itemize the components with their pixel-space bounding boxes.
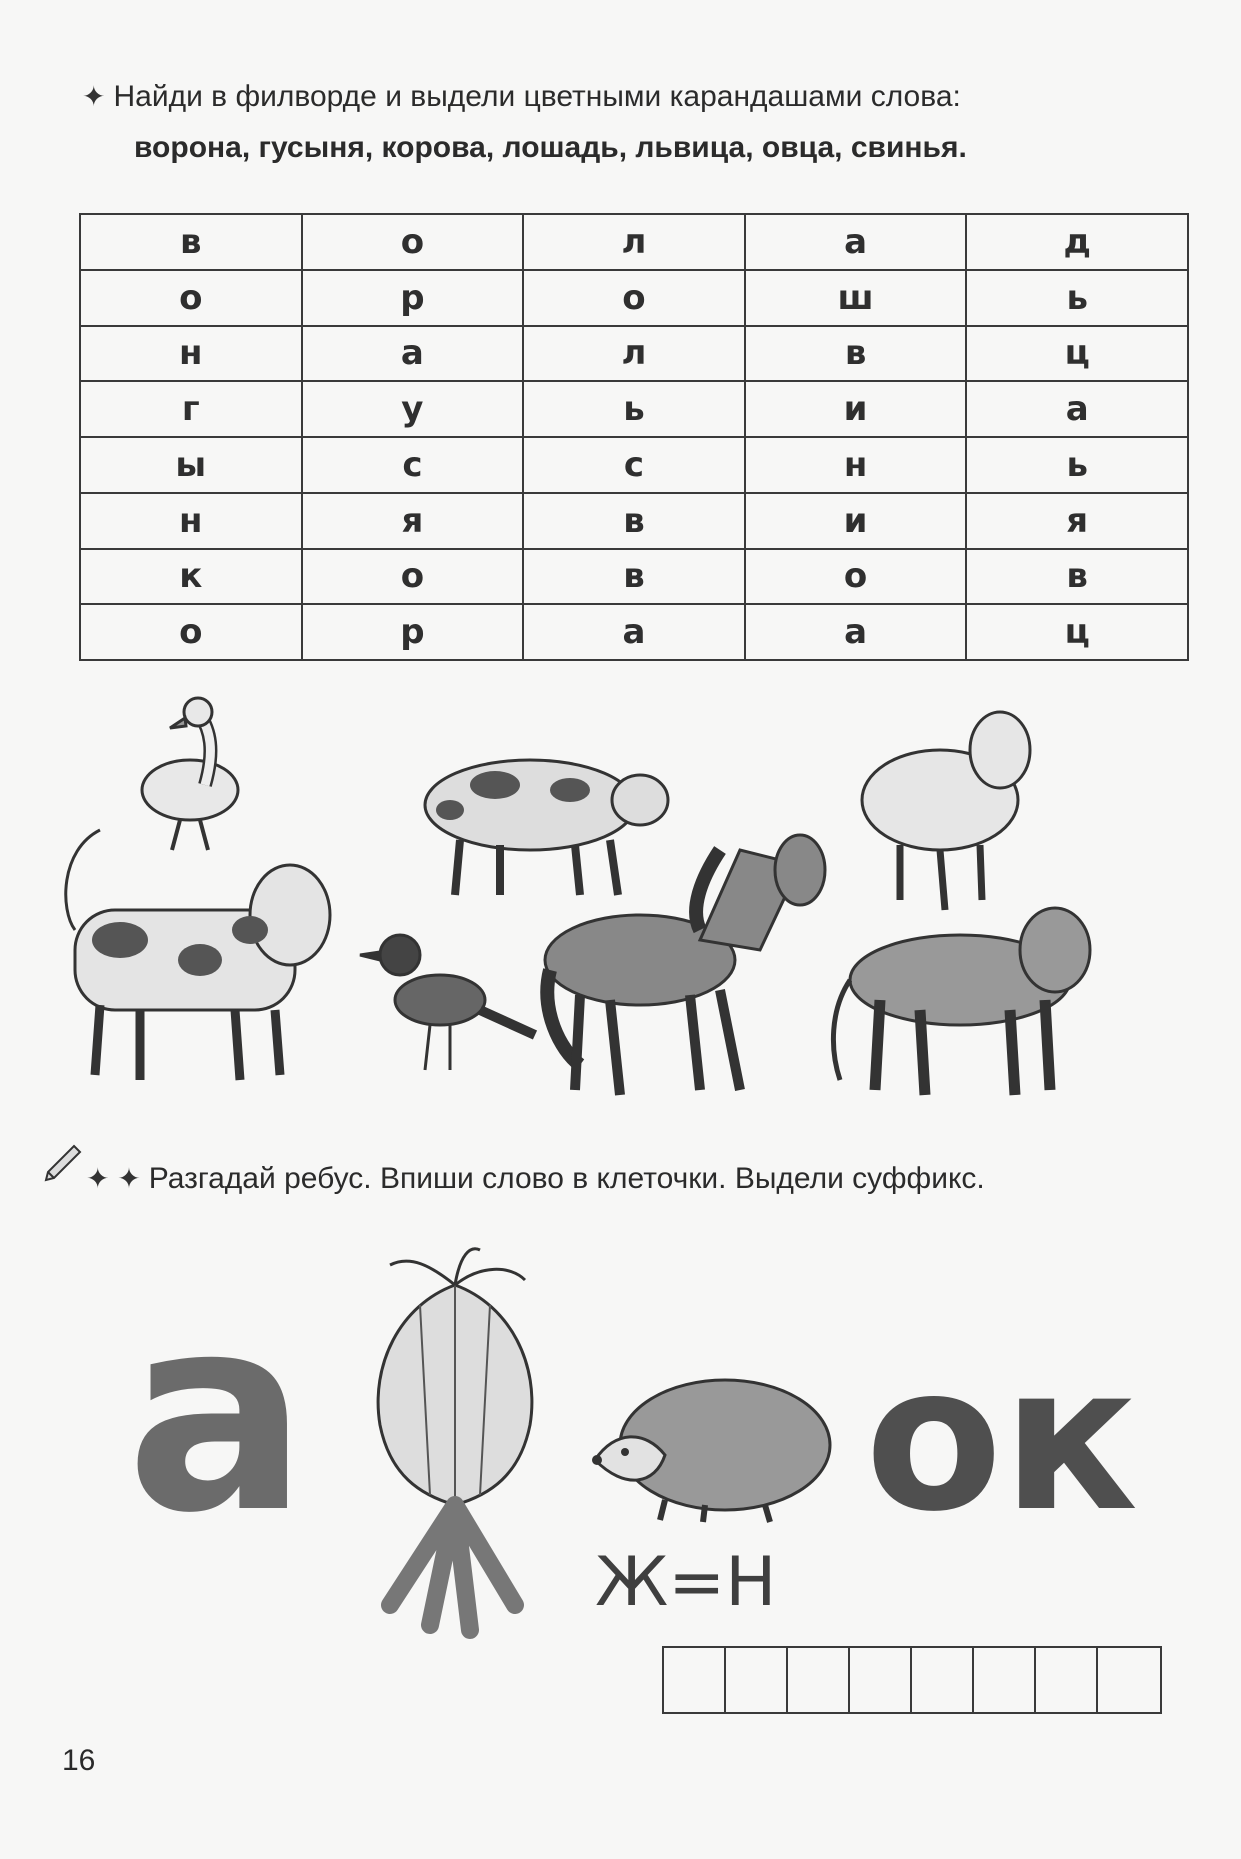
grid-cell[interactable]: о: [523, 270, 745, 326]
grid-cell[interactable]: а: [745, 604, 967, 660]
sheep-icon: [862, 712, 1030, 910]
wordsearch-grid: [79, 213, 1189, 661]
task2-instruction: Разгадай ребус. Впиши слово в клеточки. Выдели суффикс.: [148, 1162, 985, 1195]
answer-cell[interactable]: [726, 1648, 788, 1712]
grid-cell[interactable]: г: [80, 381, 302, 437]
horse-icon: [545, 835, 825, 1095]
grid-cell[interactable]: ц: [966, 604, 1188, 660]
answer-cell[interactable]: [850, 1648, 912, 1712]
grid-cell[interactable]: в: [966, 549, 1188, 605]
grid-cell[interactable]: н: [80, 326, 302, 382]
answer-cell[interactable]: [664, 1648, 726, 1712]
grid-row: [80, 549, 1188, 605]
grid-cell[interactable]: р: [302, 270, 524, 326]
grid-cell[interactable]: о: [302, 214, 524, 270]
rebus-rule: Ж=Н: [595, 1543, 777, 1622]
page-number: 16: [62, 1744, 96, 1777]
grid-cell[interactable]: н: [80, 493, 302, 549]
grid-cell[interactable]: о: [745, 549, 967, 605]
grid-cell[interactable]: в: [523, 493, 745, 549]
crow-icon: [360, 935, 535, 1070]
grid-cell[interactable]: р: [302, 604, 524, 660]
grid-row: [80, 437, 1188, 493]
grid-cell[interactable]: и: [745, 493, 967, 549]
onion-icon: [360, 1245, 550, 1635]
grid-cell[interactable]: о: [80, 604, 302, 660]
grid-cell[interactable]: ы: [80, 437, 302, 493]
grid-cell[interactable]: ь: [966, 437, 1188, 493]
answer-cell[interactable]: [788, 1648, 850, 1712]
grid-row: [80, 381, 1188, 437]
grid-cell[interactable]: в: [80, 214, 302, 270]
grid-cell[interactable]: и: [745, 381, 967, 437]
grid-cell[interactable]: а: [745, 214, 967, 270]
grid-row: [80, 270, 1188, 326]
grid-cell[interactable]: д: [966, 214, 1188, 270]
grid-cell[interactable]: ц: [966, 326, 1188, 382]
answer-boxes[interactable]: [662, 1646, 1162, 1714]
task1-line1: [82, 75, 961, 119]
grid-cell[interactable]: с: [523, 437, 745, 493]
lioness-icon: [833, 908, 1090, 1095]
grid-cell[interactable]: л: [523, 326, 745, 382]
pig-icon: [425, 760, 668, 895]
grid-cell[interactable]: я: [302, 493, 524, 549]
grid-row: [80, 326, 1188, 382]
task1-word-list: ворона, гусыня, корова, лошадь, львица, овца, свинья.: [134, 131, 967, 164]
animals-illustration: [0, 690, 1241, 1130]
grid-cell[interactable]: к: [80, 549, 302, 605]
grid-row: [80, 604, 1188, 660]
answer-cell[interactable]: [1098, 1648, 1160, 1712]
grid-cell[interactable]: а: [302, 326, 524, 382]
grid-row: [80, 214, 1188, 270]
task2-line: [86, 1157, 985, 1201]
answer-cell[interactable]: [912, 1648, 974, 1712]
hedgehog-icon: [575, 1360, 835, 1530]
rebus-letter-a: а: [126, 1257, 309, 1572]
rebus-letters-ok: ок: [865, 1323, 1139, 1556]
answer-cell[interactable]: [974, 1648, 1036, 1712]
grid-cell[interactable]: ь: [966, 270, 1188, 326]
cow-icon: [66, 830, 330, 1080]
task1-instruction: Найди в филворде и выдели цветными карандашами слова:: [113, 80, 961, 113]
grid-cell[interactable]: с: [302, 437, 524, 493]
grid-cell[interactable]: н: [745, 437, 967, 493]
goose-icon: [142, 698, 238, 850]
grid-cell[interactable]: в: [745, 326, 967, 382]
pencil-icon: [42, 1142, 82, 1182]
double-star-icon: ✦ ✦: [86, 1163, 141, 1194]
grid-cell[interactable]: у: [302, 381, 524, 437]
grid-cell[interactable]: а: [523, 604, 745, 660]
grid-cell[interactable]: в: [523, 549, 745, 605]
grid-cell[interactable]: о: [302, 549, 524, 605]
grid-cell[interactable]: ь: [523, 381, 745, 437]
grid-cell[interactable]: я: [966, 493, 1188, 549]
grid-cell[interactable]: ш: [745, 270, 967, 326]
answer-cell[interactable]: [1036, 1648, 1098, 1712]
grid-cell[interactable]: а: [966, 381, 1188, 437]
grid-cell[interactable]: о: [80, 270, 302, 326]
star-icon: ✦: [82, 81, 106, 112]
grid-cell[interactable]: л: [523, 214, 745, 270]
grid-row: [80, 493, 1188, 549]
